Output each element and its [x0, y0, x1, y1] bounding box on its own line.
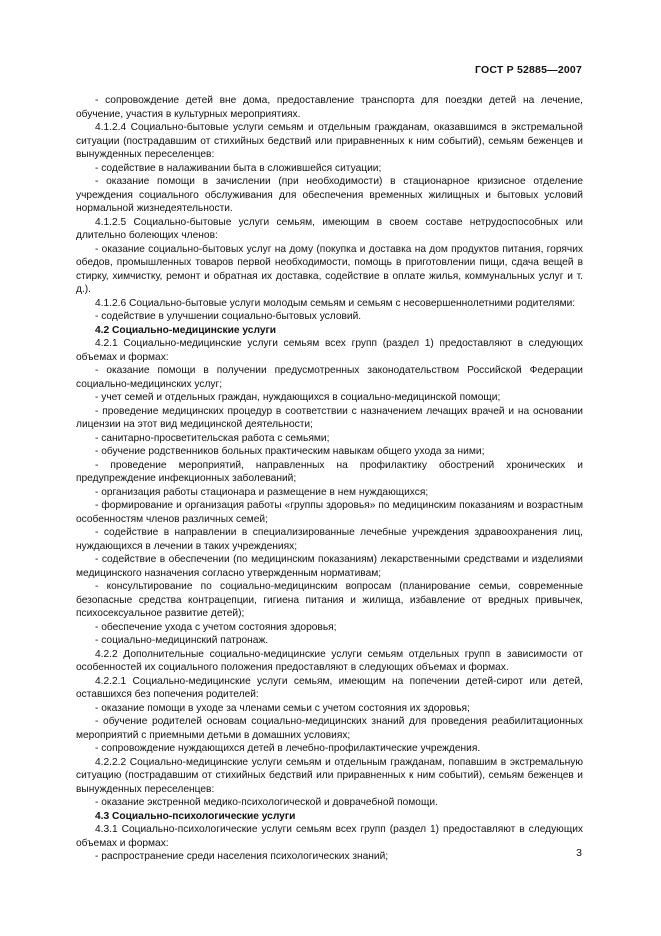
- paragraph: 4.2.1 Социально-медицинские услуги семьям всех групп (раздел 1) предоставляют в следующих объемах и формах:: [76, 338, 583, 363]
- paragraph: - сопровождение детей вне дома, предоставление транспорта для поездки детей на лечение, обучение, участия в культурных мероприятиях.: [76, 95, 583, 120]
- paragraph: 4.1.2.5 Социально-бытовые услуги семьям, имеющим в своем составе нетрудоспособных или длительно болеющих членов:: [76, 216, 583, 241]
- section-heading: 4.3 Социально-психологические услуги: [95, 810, 296, 822]
- page-number: 3: [576, 847, 582, 859]
- paragraph: - организация работы стационара и размещение в нем нуждающихся;: [95, 486, 429, 498]
- paragraph: - содействие в направлении в специализированные лечебные учреждения здравоохранения лиц, нуждающихся в лечении в таких учреждениях;: [76, 527, 583, 552]
- paragraph: - обучение родителей основам социально-медицинских знаний для проведения реабилитационных мероприятий с приемными детьми в домашних условиях;: [76, 716, 583, 741]
- paragraph: - проведение медицинских процедур в соответствии с назначением лечащих врачей и на основании лицензии на этот вид медицинской деятельности;: [76, 405, 583, 430]
- paragraph: 4.1.2.4 Социально-бытовые услуги семьям и отдельным гражданам, оказавшимся в экстремальной ситуации (пострадавшим от стихийных бедствий или приравненных к ним событий), семьям беженцев и вынужденных переселенцев:: [76, 122, 583, 160]
- section-heading: 4.2 Социально-медицинские услуги: [95, 324, 276, 336]
- paragraph: 4.2.2.1 Социально-медицинские услуги семьям, имеющим на попечении детей-сирот или детей, оставшихся без попечения родителей:: [76, 675, 583, 700]
- paragraph: - содействие в налаживании быта в сложившейся ситуации;: [95, 162, 382, 174]
- paragraph: 4.2.2.2 Социально-медицинские услуги семьям и отдельным гражданам, попавшим в экстремальную ситуацию (пострадавшим от стихийных бедствий или приравненных к ним событий), семьям беженцев и вынужденных переселенцев:: [76, 756, 583, 795]
- paragraph: - санитарно-просветительская работа с семьями;: [95, 432, 330, 444]
- paragraph: - консультирование по социально-медицинским вопросам (планирование семьи, современные безопасные средства контрацепции, гигиена питания и жилища, избавление от вредных привычек, психосексуальное развитие детей);: [76, 581, 583, 619]
- paragraph: - сопровождение нуждающихся детей в лечебно-профилактические учреждения.: [95, 743, 481, 754]
- paragraph: - учет семей и отдельных граждан, нуждающихся в социально-медицинской помощи;: [95, 392, 501, 403]
- paragraph: - социально-медицинский патронаж.: [95, 635, 269, 646]
- document-body: [76, 94, 583, 864]
- document-header: ГОСТ Р 52885—2007: [474, 64, 582, 76]
- paragraph: - проведение мероприятий, направленных на профилактику обострений хронических и предупреждение инфекционных заболеваний;: [76, 459, 583, 484]
- paragraph: - оказание экстренной медико-психологической и доврачебной помощи.: [95, 797, 438, 808]
- paragraph: - содействие в обеспечении (по медицинским показаниям) лекарственными средствами и изделиями медицинского назначения согласно утвержденным нормативам;: [76, 554, 583, 579]
- paragraph: - содействие в улучшении социально-бытовых условий.: [95, 311, 362, 322]
- paragraph: - оказание помощи в уходе за членами семьи с учетом состояния их здоровья;: [95, 702, 470, 714]
- paragraph: - обучение родственников больных практическим навыкам общего ухода за ними;: [95, 446, 485, 457]
- paragraph: - оказание социально-бытовых услуг на дому (покупка и доставка на дом продуктов питания, горячих обедов, промышленных товаров первой необходимости, помощь в приготовлении пищи, сдача вещей в стирку, химчистку, ремонт и обратная их доставка, содействие в оплате жилья, коммунальных услуг и т. д.).: [76, 243, 583, 295]
- paragraph: 4.3.1 Социально-психологические услуги семьям всех групп (раздел 1) предоставляют в следующих объемах и формах:: [76, 824, 583, 849]
- paragraph: - оказание помощи в зачислении (при необходимости) в стационарное кризисное отделение учреждения социального обслуживания для обеспечения временных жилищных и бытовых условий нормальной жизнедеятельности.: [76, 176, 583, 214]
- paragraph: - распространение среди населения психологических знаний;: [95, 851, 389, 862]
- paragraph: 4.1.2.6 Социально-бытовые услуги молодым семьям и семьям с несовершеннолетними родителями:: [95, 297, 576, 309]
- paragraph: 4.2.2 Дополнительные социально-медицинские услуги семьям отдельных групп в зависимости от особенностей их социального положения предоставляют в следующих объемах и формах.: [76, 648, 583, 673]
- paragraph: - формирование и организация работы «группы здоровья» по медицинским показаниям и возрастным особенностям членов различных семей;: [76, 500, 583, 525]
- paragraph: - обеспечение ухода с учетом состояния здоровья;: [95, 621, 337, 633]
- paragraph: - оказание помощи в получении предусмотренных законодательством Российской Федерации социально-медицинских услуг;: [76, 365, 583, 390]
